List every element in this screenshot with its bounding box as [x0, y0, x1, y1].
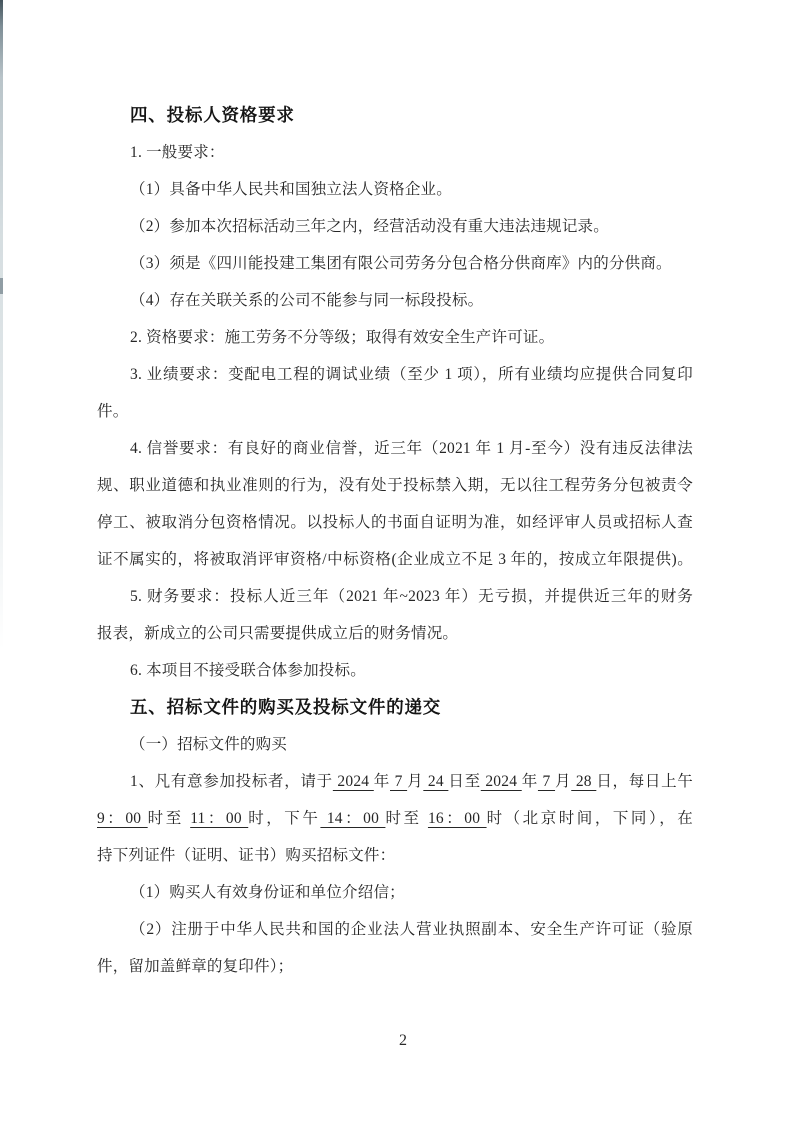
para-credit-requirement-cont-3: [97, 541, 693, 578]
text-run: 年: [373, 773, 390, 790]
text-run: （2）参加本次招标活动三年之内，经营活动没有重大违法违规记录。: [130, 218, 609, 235]
filled-blank-underline: 2024: [332, 773, 374, 790]
item-business-license: [97, 911, 693, 948]
document-body: [97, 97, 693, 985]
para-general-requirements: [97, 134, 693, 171]
text-run: 6. 本项目不接受联合体参加投标。: [130, 662, 366, 679]
text-run: 1、凡有意参加投标者，请于: [130, 773, 333, 790]
text-run: 四、投标人资格要求: [130, 105, 295, 125]
item-business-license-cont: [97, 948, 693, 985]
text-run: （1）购买人有效身份证和单位介绍信；: [130, 884, 405, 901]
para-credit-requirement-cont-1: [97, 467, 693, 504]
heading-purchase-and-submission: [97, 689, 693, 726]
filled-blank-underline: 7: [537, 773, 556, 790]
heading-bidder-qualification: [97, 97, 693, 134]
text-run: （2）注册于中华人民共和国的企业法人营业执照副本、安全生产许可证（验原: [130, 921, 693, 938]
text-run: 3. 业绩要求：变配电工程的调试业绩（至少 1 项），所有业绩均应提供合同复印: [130, 366, 693, 383]
filled-blank-underline: 9：00: [97, 810, 148, 827]
para-credit-requirement: [97, 430, 693, 467]
item-supplier-library: [97, 245, 693, 282]
para-purchase-schedule-line-3: [97, 837, 693, 874]
para-qualification-requirement: [97, 319, 693, 356]
text-run: 件，留加盖鲜章的复印件）；: [97, 958, 294, 975]
filled-blank-underline: 24: [423, 773, 449, 790]
item-affiliated-companies: [97, 282, 693, 319]
text-run: 时，下午: [248, 810, 321, 827]
filled-blank-underline: 14：00: [320, 810, 386, 827]
filled-blank-underline: 2024: [480, 773, 522, 790]
para-financial-requirement-cont: [97, 615, 693, 652]
subheading-document-purchase: [97, 726, 693, 763]
item-no-violation-record: [97, 208, 693, 245]
page-number: 2: [399, 1032, 407, 1049]
text-run: 时至: [385, 810, 428, 827]
text-run: 五、招标文件的购买及投标文件的递交: [130, 697, 442, 717]
text-run: 5. 财务要求：投标人近三年（2021 年~2023 年）无亏损，并提供近三年的财务: [130, 588, 693, 605]
text-run: 停工、被取消分包资格情况。以投标人的书面自证明为准，如经评审人员或招标人查: [97, 514, 693, 531]
text-run: 规、职业道德和执业准则的行为，没有处于投标禁入期，无以往工程劳务分包被责令: [97, 477, 693, 494]
para-credit-requirement-cont-2: [97, 504, 693, 541]
text-run: 件。: [97, 403, 129, 420]
text-run: （4）存在关联关系的公司不能参与同一标段投标。: [130, 292, 484, 309]
text-run: 2. 资格要求：施工劳务不分等级；取得有效安全生产许可证。: [130, 329, 555, 346]
item-legal-person: [97, 171, 693, 208]
item-id-and-introduction-letter: [97, 874, 693, 911]
filled-blank-underline: 11：00: [190, 810, 249, 827]
filled-blank-underline: 7: [390, 773, 408, 790]
text-run: （1）具备中华人民共和国独立法人资格企业。: [130, 181, 452, 198]
para-performance-requirement-cont: [97, 393, 693, 430]
text-run: 1. 一般要求：: [130, 144, 225, 161]
text-run: 证不属实的，将被取消评审资格/中标资格(企业成立不足 3 年的，按成立年限提供)。: [97, 551, 693, 568]
text-run: 年: [521, 773, 538, 790]
text-run: 月: [407, 773, 424, 790]
para-purchase-schedule-line-2: [97, 800, 693, 837]
text-run: 日至: [448, 773, 481, 790]
scan-edge-blip: [0, 278, 3, 294]
filled-blank-underline: 16：00: [427, 810, 487, 827]
text-run: 时（北京时间，下同），在: [486, 810, 693, 827]
para-financial-requirement: [97, 578, 693, 615]
text-run: 时至: [147, 810, 191, 827]
para-no-consortium: [97, 652, 693, 689]
para-purchase-schedule-line-1: [97, 763, 693, 800]
filled-blank-underline: 28: [571, 773, 597, 790]
scan-edge-artifact: [0, 0, 3, 650]
para-performance-requirement: [97, 356, 693, 393]
text-run: 月: [555, 773, 572, 790]
text-run: 报表，新成立的公司只需要提供成立后的财务情况。: [97, 625, 459, 642]
text-run: 持下列证件（证明、证书）购买招标文件：: [97, 847, 396, 864]
text-run: （一）招标文件的购买: [130, 736, 288, 753]
text-run: （3）须是《四川能投建工集团有限公司劳务分包合格分供商库》内的分供商。: [130, 255, 672, 272]
text-run: 4. 信誉要求：有良好的商业信誉，近三年（2021 年 1 月-至今）没有违反法律法: [130, 440, 693, 457]
text-run: 日，每日上午: [596, 773, 694, 790]
